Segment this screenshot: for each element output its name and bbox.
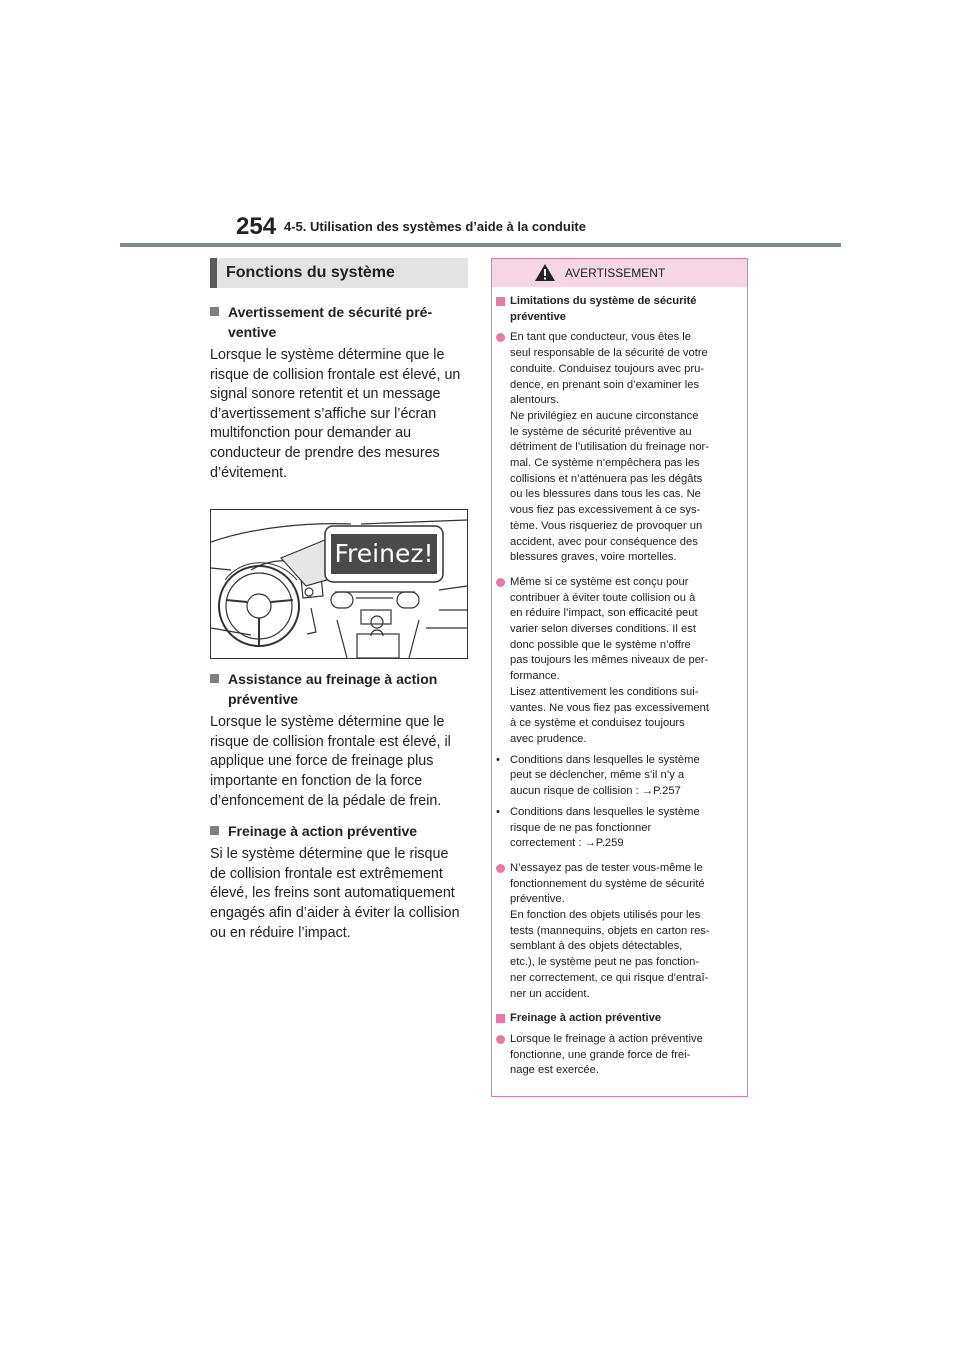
subheading-line: ventive bbox=[228, 324, 277, 340]
text-line: varier selon diverses conditions. Il est bbox=[510, 623, 696, 636]
text-line: seul responsable de la sécurité de votre bbox=[510, 347, 708, 360]
text-line: pas toujours les mêmes niveaux de per- bbox=[510, 654, 709, 667]
heading-line: préventive bbox=[510, 310, 566, 323]
left-column bbox=[210, 258, 468, 943]
square-bullet-icon bbox=[210, 826, 219, 835]
freinez-display-text: Freinez! bbox=[334, 539, 434, 569]
text-line: Lisez attentivement les conditions sui- bbox=[510, 685, 699, 698]
text-line: d’avertissement s’affiche sur l’écran bbox=[210, 405, 437, 422]
text-line: signal sonore retentit et un message bbox=[210, 386, 441, 403]
subheading-line: Avertissement de sécurité pré- bbox=[228, 304, 433, 320]
warning-item-tester bbox=[496, 861, 739, 1002]
text-line: risque de ne pas fonctionner bbox=[510, 821, 652, 834]
text-line: N’essayez pas de tester vous-même le bbox=[510, 861, 703, 874]
text-line: applique une force de freinage plus bbox=[210, 753, 434, 770]
subheading-freinage bbox=[210, 821, 468, 841]
text-line: contribuer à éviter toute collision ou à bbox=[510, 591, 696, 604]
text-line: etc.), le système peut ne pas fonction- bbox=[510, 956, 700, 969]
text-line: donc possible que le système n’offre bbox=[510, 638, 691, 651]
square-bullet-icon bbox=[210, 674, 219, 683]
dashboard-illustration bbox=[210, 509, 468, 659]
text-line: tests (mannequins, objets en carton res- bbox=[510, 924, 710, 937]
paragraph-freinage bbox=[210, 845, 468, 943]
text-line: fonctionne, une grande force de frei- bbox=[510, 1048, 691, 1061]
text-line: formance. bbox=[510, 670, 560, 683]
paragraph-assistance bbox=[210, 713, 468, 811]
text-line: Lorsque le système détermine que le bbox=[210, 347, 445, 363]
text-line: fonctionnement du système de sécurité bbox=[510, 877, 705, 890]
warning-item-responsabilite bbox=[496, 330, 739, 566]
text-line: alentours. bbox=[510, 394, 560, 407]
text-line: Conditions dans lesquelles le système bbox=[510, 805, 700, 818]
text-line: risque de collision frontale est élevé, il bbox=[210, 733, 451, 750]
text-line: ner correctement, ce qui risque d’entraî- bbox=[510, 971, 709, 984]
subheading-avertissement bbox=[210, 302, 468, 342]
text-line: semblant à des objets détectables, bbox=[510, 940, 683, 953]
section-heading: Fonctions du système bbox=[210, 258, 468, 288]
text-line: Même si ce système est conçu pour bbox=[510, 575, 689, 588]
warning-heading-freinage bbox=[496, 1011, 739, 1027]
text-line: multifonction pour demander au bbox=[210, 425, 412, 442]
page-number: 254 bbox=[236, 213, 277, 240]
subheading-assistance bbox=[210, 669, 468, 709]
circle-bullet-icon bbox=[496, 864, 505, 873]
heading-line: Limitations du système de sécurité bbox=[510, 295, 697, 307]
warning-triangle-icon bbox=[534, 263, 556, 282]
text-line: préventive. bbox=[510, 893, 565, 906]
text-line: En tant que conducteur, vous êtes le bbox=[510, 331, 691, 344]
text-line: accident, avec pour conséquence des bbox=[510, 535, 698, 548]
warning-item-efficacite bbox=[496, 575, 739, 748]
text-line: blessures graves, voire mortelles. bbox=[510, 551, 677, 564]
text-line: le système de sécurité préventive au bbox=[510, 425, 692, 438]
bullet-glyph: • bbox=[496, 753, 500, 766]
text-line: importante en fonction de la force bbox=[210, 772, 423, 789]
warning-bullet-fonctionnement bbox=[496, 805, 739, 852]
text-line: collisions et n’atténuera pas les dégâts bbox=[510, 472, 703, 485]
section-title: 4-5. Utilisation des systèmes d’aide à la conduite bbox=[284, 219, 586, 234]
text-line: en réduire l’impact, son efficacité peut bbox=[510, 607, 698, 620]
text-line: nage est exercée. bbox=[510, 1064, 599, 1077]
text-line: à ce système et conduisez toujours bbox=[510, 717, 685, 730]
text-line: aucun risque de collision : →P.257 bbox=[510, 785, 681, 798]
paragraph-avertissement bbox=[210, 346, 468, 483]
text-line: ou en réduire l’impact. bbox=[210, 924, 351, 941]
warning-bullet-declenchement bbox=[496, 753, 739, 800]
text-line: dence, en prenant soin d’examiner les bbox=[510, 378, 700, 391]
text-line: détriment de l’utilisation du freinage nor- bbox=[510, 441, 709, 454]
warning-box bbox=[491, 258, 748, 1097]
warning-item-force-freinage bbox=[496, 1032, 739, 1079]
text-line: élevé, les freins sont automatiquement bbox=[210, 885, 455, 902]
text-line: peut se déclencher, même s’il n’y a bbox=[510, 769, 685, 782]
dashboard-drawing bbox=[211, 510, 467, 658]
warning-header bbox=[492, 259, 747, 287]
subheading-line: Assistance au freinage à action bbox=[228, 671, 438, 688]
square-bullet-icon bbox=[496, 297, 505, 306]
text-line: vous fiez pas excessivement à ce sys- bbox=[510, 504, 701, 517]
header-rule bbox=[120, 243, 841, 247]
bullet-glyph: • bbox=[496, 805, 500, 818]
subheading-line: Freinage à action préventive bbox=[228, 823, 418, 840]
text-line: En fonction des objets utilisés pour les bbox=[510, 909, 701, 922]
warning-title: AVERTISSEMENT bbox=[565, 266, 666, 280]
text-line: risque de collision frontale est élevé, un bbox=[210, 366, 461, 383]
text-line: avec prudence. bbox=[510, 732, 587, 745]
circle-bullet-icon bbox=[496, 578, 505, 587]
circle-bullet-icon bbox=[496, 1035, 505, 1044]
square-bullet-icon bbox=[210, 307, 219, 316]
text-line: conduite. Conduisez toujours avec pru- bbox=[510, 362, 705, 375]
text-line: correctement : →P.259 bbox=[510, 837, 624, 850]
warning-content bbox=[492, 287, 747, 1079]
text-line: conducteur de prendre des mesures bbox=[210, 444, 440, 461]
text-line: engagés afin d’aider à éviter la collision bbox=[210, 904, 460, 921]
text-line: Conditions dans lesquelles le système bbox=[510, 753, 700, 766]
text-line: tème. Vous risqueriez de provoquer un bbox=[510, 519, 703, 532]
subheading-line: préventive bbox=[228, 691, 299, 708]
text-line: Lorsque le freinage à action préventive bbox=[510, 1032, 703, 1045]
heading-line: Freinage à action préventive bbox=[510, 1012, 662, 1025]
text-line: mal. Ce système n’empêchera pas les bbox=[510, 457, 700, 470]
text-line: ou les blessures dans tous les cas. Ne bbox=[510, 488, 701, 501]
text-line: vantes. Ne vous fiez pas excessivement bbox=[510, 701, 709, 714]
warning-heading-limitations bbox=[496, 294, 739, 325]
circle-bullet-icon bbox=[496, 333, 505, 342]
text-line: Lorsque le système détermine que le bbox=[210, 714, 445, 731]
text-line: d’enfoncement de la pédale de frein. bbox=[210, 792, 442, 809]
square-bullet-icon bbox=[496, 1014, 505, 1023]
text-line: Si le système détermine que le risque bbox=[210, 846, 449, 863]
text-line: Ne privilégiez en aucune circonstance bbox=[510, 409, 699, 422]
text-line: ner un accident. bbox=[510, 987, 590, 1000]
text-line: d’évitement. bbox=[210, 464, 288, 481]
text-line: de collision frontale est extrêmement bbox=[210, 865, 443, 882]
